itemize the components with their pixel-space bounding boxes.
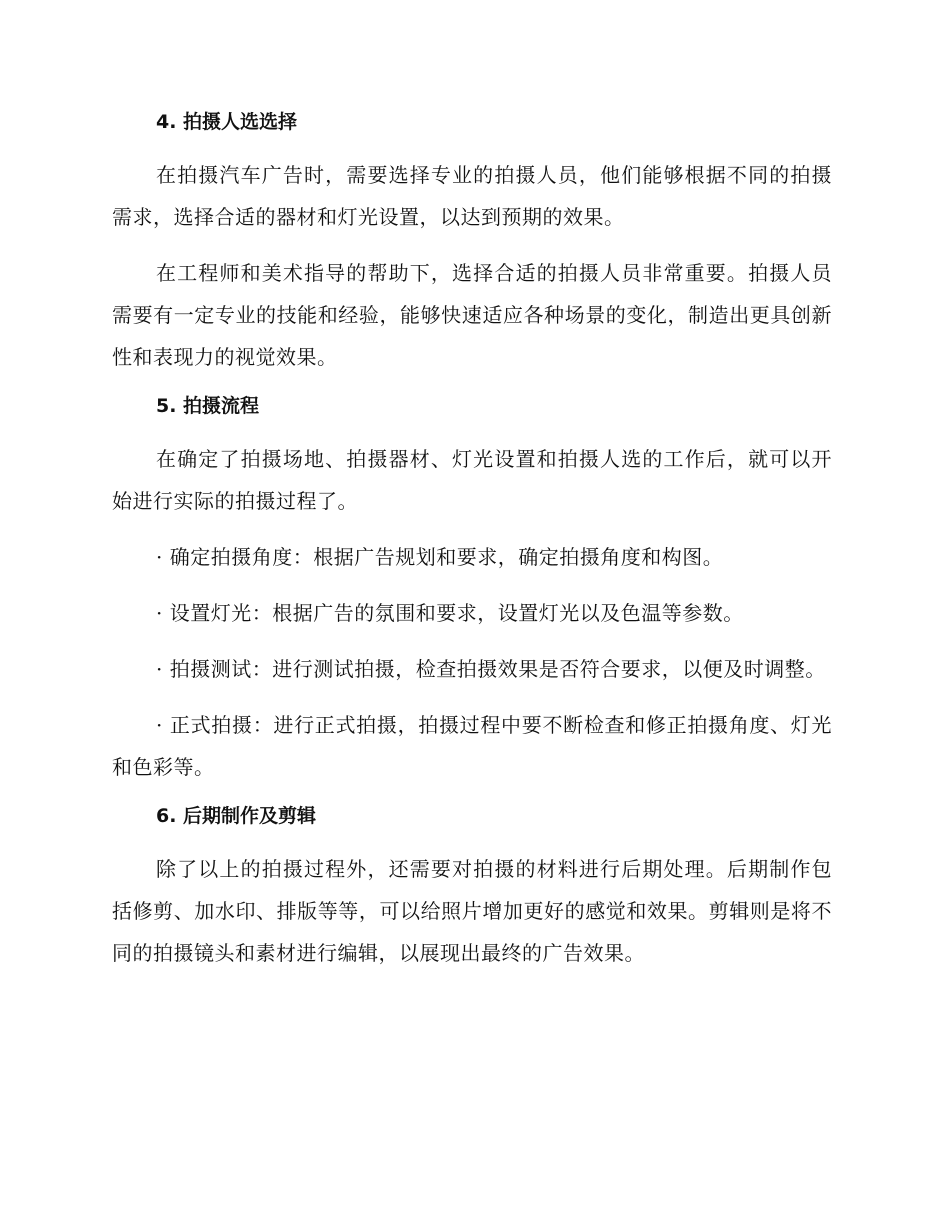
paragraph: 在确定了拍摄场地、拍摄器材、灯光设置和拍摄人选的工作后，就可以开始进行实际的拍摄过程了。 [112,447,832,513]
bullet-item: · 设置灯光：根据广告的氛围和要求，设置灯光以及色温等参数。 [156,601,744,625]
section-heading: 5. 拍摄流程 [156,395,260,417]
paragraph: 在拍摄汽车广告时，需要选择专业的拍摄人员，他们能够根据不同的拍摄需求，选择合适的器材和灯光设置，以达到预期的效果。 [112,163,832,229]
section-heading: 4. 拍摄人选选择 [156,111,298,133]
bullet-item: · 拍摄测试：进行测试拍摄，检查拍摄效果是否符合要求，以便及时调整。 [156,657,826,681]
paragraph: 在工程师和美术指导的帮助下，选择合适的拍摄人员非常重要。拍摄人员需要有一定专业的技能和经验，能够快速适应各种场景的变化，制造出更具创新性和表现力的视觉效果。 [112,261,832,369]
bullet-item: · 正式拍摄：进行正式拍摄，拍摄过程中要不断检查和修正拍摄角度、灯光和色彩等。 [112,713,832,779]
bullet-item: · 确定拍摄角度：根据广告规划和要求，确定拍摄角度和构图。 [156,545,724,569]
document-page [112,108,832,988]
section-heading: 6. 后期制作及剪辑 [156,805,317,827]
paragraph: 除了以上的拍摄过程外，还需要对拍摄的材料进行后期处理。后期制作包括修剪、加水印、排版等等，可以给照片增加更好的感觉和效果。剪辑则是将不同的拍摄镜头和素材进行编辑，以展现出最终的广告效果。 [112,857,832,965]
